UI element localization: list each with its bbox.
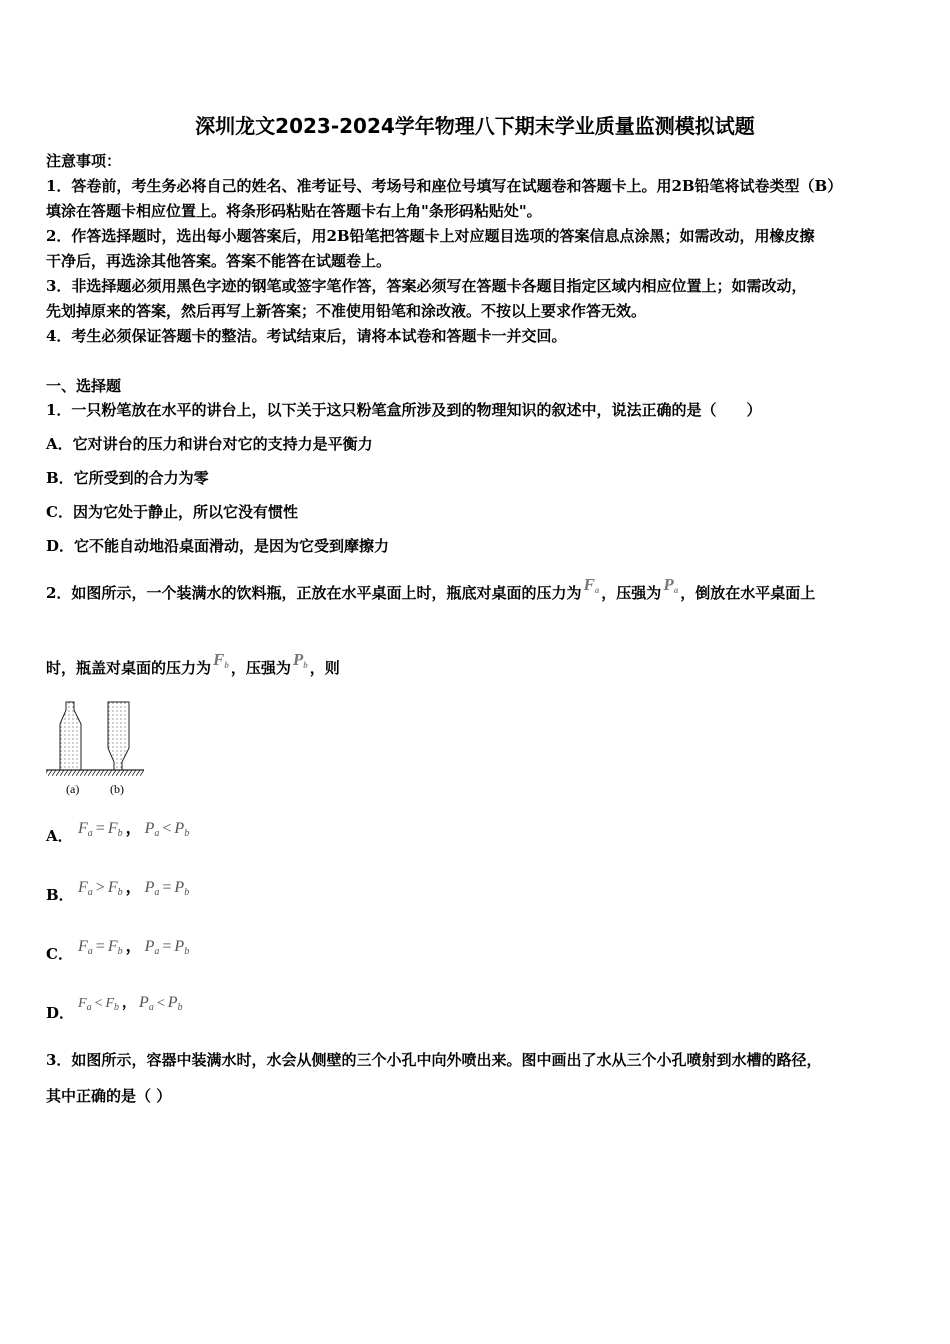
q2-symbol-fa: $F_a$ (583, 575, 600, 595)
section-heading: 一、选择题 (46, 377, 122, 395)
q3-stem-line2: 其中正确的是（ ） (46, 1087, 172, 1105)
figure-caption-b: (b) (110, 782, 124, 796)
notice-line-1: 1．答卷前，考生务必将自己的姓名、准考证号、考场号和座位号填写在试题卷和答题卡上。用2B铅笔将试卷类型（B） (46, 177, 843, 195)
q2-stem-line1 (46, 575, 816, 608)
q2-option-a-formula: $F_a = F_b$ ， $P_a < P_b$ (78, 820, 190, 839)
q2-stem-line2 (46, 650, 340, 683)
q2-option-d-label: D． (46, 1004, 75, 1022)
q1-option-b: B．它所受到的合力为零 (46, 469, 209, 487)
q3-stem-line1: 3．如图所示，容器中装满水时，水会从侧壁的三个小孔中向外喷出来。图中画出了水从三个小孔喷射到水槽的路径， (46, 1051, 822, 1069)
notice-line-3: 2．作答选择题时，选出每小题答案后，用2B铅笔把答题卡上对应题目选项的答案信息点涂黑；如需改动，用橡皮擦 (46, 227, 815, 245)
q2-symbol-pa: $P_a$ (663, 575, 679, 595)
q2-symbol-pb: $P_b$ (292, 650, 308, 670)
q2-option-c-label: C． (46, 945, 73, 963)
q2-option-b-formula: $F_a > F_b$ ， $P_a = P_b$ (78, 879, 190, 898)
bottle-figure-drawing (44, 698, 148, 802)
page-title: 深圳龙文2023-2024学年物理八下期末学业质量监测模拟试题 (195, 114, 755, 138)
figure-caption-a: (a) (66, 782, 80, 796)
q1-stem: 1．一只粉笔放在水平的讲台上，以下关于这只粉笔盒所涉及到的物理知识的叙述中，说法正确的是（ ） (46, 401, 762, 419)
q2-stem-line2-part1: 时，瓶盖对桌面的压力为 (46, 659, 212, 677)
q2-stem-part1: 2．如图所示，一个装满水的饮料瓶，正放在水平桌面上时，瓶底对桌面的压力为 (46, 584, 582, 602)
q2-stem-part2: ，压强为 (601, 584, 662, 602)
q2-stem-line2-part3: ，则 (309, 659, 340, 677)
notice-line-4: 干净后，再选涂其他答案。答案不能答在试题卷上。 (46, 252, 392, 270)
notice-line-7: 4．考生必须保证答题卡的整洁。考试结束后，请将本试卷和答题卡一并交回。 (46, 327, 567, 345)
notice-line-6: 先划掉原来的答案，然后再写上新答案；不准使用铅笔和涂改液。不按以上要求作答无效。 (46, 302, 647, 320)
q2-option-a-label: A． (46, 827, 73, 845)
notice-line-2: 填涂在答题卡相应位置上。将条形码粘贴在答题卡右上角"条形码粘贴处"。 (46, 202, 542, 220)
q2-stem-line2-part2: ，压强为 (230, 659, 291, 677)
q2-option-d-formula: $F_a < F_b$ ， $P_a < P_b$ (78, 994, 183, 1013)
q1-option-c: C．因为它处于静止，所以它没有惯性 (46, 503, 298, 521)
q1-option-d: D．它不能自动地沿桌面滑动，是因为它受到摩擦力 (46, 537, 390, 555)
notice-line-5: 3．非选择题必须用黑色字迹的钢笔或签字笔作答，答案必须写在答题卡各题目指定区域内相应位置上；如需改动， (46, 277, 807, 295)
q2-option-b-label: B． (46, 886, 74, 904)
q2-stem-part3: ，倒放在水平桌面上 (680, 584, 816, 602)
q2-symbol-fb: $F_b$ (213, 650, 229, 670)
q2-option-c-formula: $F_a = F_b$ ， $P_a = P_b$ (78, 938, 190, 957)
bottle-figure (44, 698, 148, 806)
q1-option-a: A．它对讲台的压力和讲台对它的支持力是平衡力 (46, 435, 373, 453)
notice-heading: 注意事项： (46, 152, 122, 170)
